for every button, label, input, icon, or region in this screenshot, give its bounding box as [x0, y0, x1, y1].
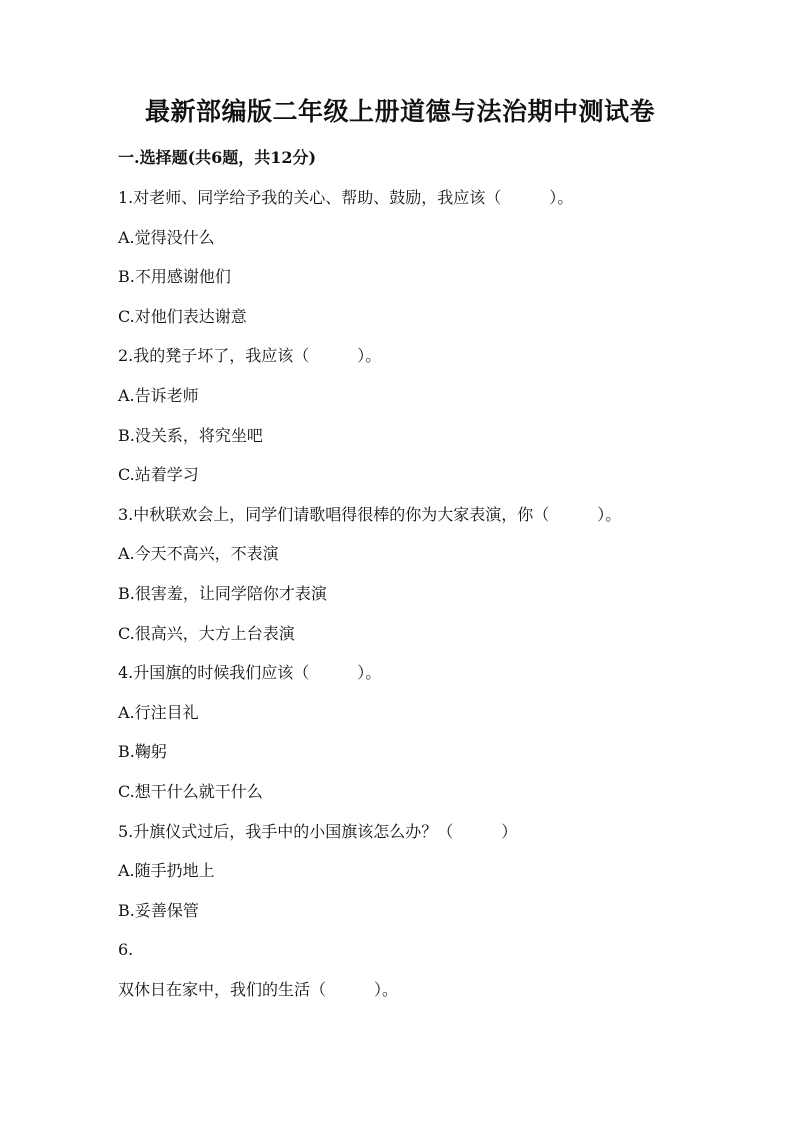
option-1-b: B.不用感谢他们 — [118, 267, 231, 286]
option-3-b: B.很害羞，让同学陪你才表演 — [118, 584, 327, 603]
question-4: 4.升国旗的时候我们应该（ ）。 — [118, 663, 382, 682]
option-3-a: A.今天不高兴，不表演 — [118, 544, 279, 563]
option-4-c: C.想干什么就干什么 — [118, 782, 263, 801]
question-5: 5.升旗仪式过后，我手中的小国旗该怎么办？（ ） — [118, 822, 518, 841]
option-2-c: C.站着学习 — [118, 465, 199, 484]
option-5-a: A.随手扔地上 — [118, 861, 215, 880]
page-title: 最新部编版二年级上册道德与法治期中测试卷 — [144, 97, 655, 126]
option-2-b: B.没关系，将究坐吧 — [118, 426, 263, 445]
option-1-a: A.觉得没什么 — [118, 228, 215, 247]
option-4-b: B.鞠躬 — [118, 742, 167, 761]
option-1-c: C.对他们表达谢意 — [118, 307, 247, 326]
question-3: 3.中秋联欢会上，同学们请歌唱得很棒的你为大家表演，你（ ）。 — [118, 505, 622, 524]
question-6: 双休日在家中，我们的生活（ ）。 — [118, 980, 399, 999]
option-4-a: A.行注目礼 — [118, 703, 199, 722]
question-2: 2.我的凳子坏了，我应该（ ）。 — [118, 346, 382, 365]
question-1: 1.对老师、同学给予我的关心、帮助、鼓励，我应该（ ）。 — [118, 188, 574, 207]
option-3-c: C.很高兴，大方上台表演 — [118, 624, 295, 643]
question-6-number: 6. — [118, 940, 134, 959]
section-heading: 一.选择题(共6题，共12分) — [118, 148, 317, 167]
option-2-a: A.告诉老师 — [118, 386, 199, 405]
option-5-b: B.妥善保管 — [118, 901, 199, 920]
